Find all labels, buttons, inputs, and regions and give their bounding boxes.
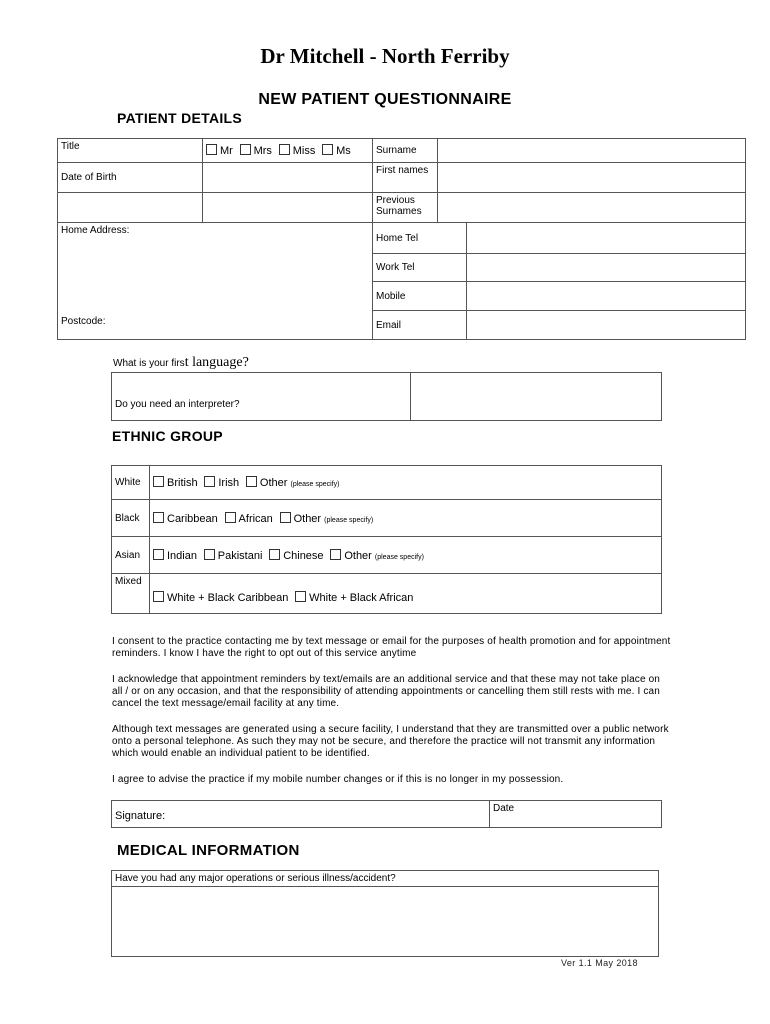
white-label: White (115, 477, 141, 488)
please-specify-note: (please specify) (324, 516, 374, 524)
operations-question-cell (112, 871, 659, 887)
operations-question: Have you had any major operations or serious illness/accident? (115, 873, 396, 884)
home-address-label: Home Address: (61, 225, 130, 236)
consent-paragraph-2: I acknowledge that appointment reminders by text/emails are an additional service and that these may not take place on all / or on any occasion, and that the responsibility of attending appointments or cancelling them still rests with me. I can cancel the text message/email facility at any time. (112, 674, 661, 709)
mobile-input[interactable] (467, 282, 746, 311)
asian-options-cell (150, 537, 662, 574)
checkbox-icon (225, 512, 236, 523)
ethnic-option-white-other[interactable] (246, 476, 340, 489)
first-names-label: First names (376, 165, 429, 176)
consent-paragraph-3: Although text messages are generated using a secure facility, I understand that they are transmitted over a public network onto a personal telephone. As such they may not be secure, and therefore the practice will not transmit any information which would enable an individual patient to be identified. (112, 724, 669, 759)
work-tel-label: Work Tel (376, 262, 415, 273)
first-names-label-cell (373, 163, 438, 193)
surname-label: Surname (376, 145, 417, 156)
date-input[interactable] (490, 801, 662, 828)
title-option-miss[interactable] (279, 144, 316, 157)
mixed-label: Mixed (115, 576, 142, 587)
ethnic-option-caribbean[interactable] (153, 512, 218, 525)
first-language-question-part1: What is your firs (113, 358, 185, 369)
checkbox-icon (246, 476, 257, 487)
signature-input[interactable] (112, 801, 490, 828)
option-label: White + Black Caribbean (167, 592, 289, 604)
title-option-label: Mr (220, 145, 233, 157)
black-label: Black (115, 512, 140, 524)
asian-label: Asian (115, 549, 141, 561)
form-title: NEW PATIENT QUESTIONNAIRE (258, 91, 512, 108)
ethnic-option-pakistani[interactable] (204, 549, 263, 562)
email-input[interactable] (467, 311, 746, 340)
checkbox-icon (153, 512, 164, 523)
option-label: Other (259, 477, 288, 489)
home-address-input[interactable] (58, 223, 373, 340)
operations-answer-input[interactable] (112, 887, 659, 957)
please-specify-note: (please specify) (290, 481, 340, 488)
first-language-question (113, 355, 249, 371)
checkbox-icon (240, 144, 251, 155)
black-options-cell (150, 500, 662, 537)
option-label: Irish (218, 477, 240, 489)
option-label: Chinese (283, 549, 324, 562)
asian-label-cell (112, 537, 150, 574)
medical-table (111, 870, 659, 957)
ethnic-group-table (111, 465, 662, 614)
surname-input[interactable] (438, 139, 746, 163)
checkbox-icon (153, 591, 164, 602)
checkbox-icon (269, 549, 280, 560)
ethnic-option-black-other[interactable] (280, 512, 374, 525)
first-language-question-part2: t language? (184, 355, 249, 370)
checkbox-icon (153, 549, 164, 560)
ethnic-option-asian-other[interactable] (330, 549, 424, 562)
home-tel-label-cell (373, 223, 467, 254)
title-option-label: Mrs (253, 145, 272, 157)
work-tel-input[interactable] (467, 254, 746, 282)
ethnic-option-irish[interactable] (204, 476, 239, 489)
black-label-cell (112, 500, 150, 537)
checkbox-icon (330, 549, 341, 560)
dob-label-cell (58, 163, 203, 193)
checkbox-icon (295, 591, 306, 602)
dob-input[interactable] (203, 163, 373, 193)
title-label: Title (61, 141, 80, 152)
ethnic-option-british[interactable] (153, 476, 198, 489)
title-option-ms[interactable] (322, 144, 351, 157)
option-label: Other (293, 512, 322, 525)
patient-details-heading: PATIENT DETAILS (117, 110, 243, 126)
ethnic-option-white-black-african[interactable] (295, 591, 413, 604)
mobile-label: Mobile (376, 290, 406, 302)
mobile-label-cell (373, 282, 467, 311)
previous-surnames-label-cell (373, 193, 438, 223)
checkbox-icon (206, 144, 217, 155)
option-label: White + Black African (309, 592, 414, 604)
option-label: Caribbean (167, 512, 218, 525)
please-specify-note: (please specify) (374, 553, 424, 561)
patient-details-table (57, 138, 746, 340)
mixed-options-cell (150, 574, 662, 614)
work-tel-label-cell (373, 254, 467, 282)
surname-label-cell (373, 139, 438, 163)
title-label-cell (58, 139, 203, 163)
interpreter-question: Do you need an interpreter? (115, 399, 240, 410)
interpreter-table (111, 372, 662, 421)
option-label: Other (344, 549, 372, 562)
option-label: British (167, 477, 198, 489)
home-tel-label: Home Tel (376, 232, 419, 244)
option-label: Pakistani (217, 549, 263, 562)
consent-paragraph-4: I agree to advise the practice if my mobile number changes or if this is no longer in my possession. (112, 774, 564, 785)
email-label-cell (373, 311, 467, 340)
mixed-label-cell (112, 574, 150, 614)
postcode-label: Postcode: (61, 316, 106, 327)
title-option-label: Miss (292, 145, 316, 157)
option-label: African (238, 512, 273, 525)
first-names-input[interactable] (438, 163, 746, 193)
home-tel-input[interactable] (467, 223, 746, 254)
medical-information-heading: MEDICAL INFORMATION (117, 842, 300, 859)
title-options-cell (203, 139, 373, 163)
white-label-cell (112, 466, 150, 500)
ethnic-group-heading: ETHNIC GROUP (112, 428, 223, 444)
checkbox-icon (279, 144, 290, 155)
ethnic-option-chinese[interactable] (269, 549, 323, 562)
signature-label: Signature: (115, 810, 166, 822)
white-options-cell (150, 466, 662, 500)
ethnic-option-indian[interactable] (153, 549, 197, 562)
interpreter-label-cell (112, 373, 411, 421)
previous-surnames-input[interactable] (438, 193, 746, 223)
email-label: Email (376, 319, 402, 331)
previous-surnames-label: Previous Surnames (376, 195, 422, 217)
version-footer: Ver 1.1 May 2018 (561, 958, 638, 968)
blank-cell (203, 193, 373, 223)
dob-label: Date of Birth (61, 172, 117, 183)
blank-cell (58, 193, 203, 223)
title-option-label: Ms (336, 145, 351, 157)
consent-paragraph-1: I consent to the practice contacting me by text message or email for the purposes of health promotion and for appointment reminders. I know I have the right to opt out of this service anytime (112, 636, 671, 659)
checkbox-icon (322, 144, 333, 155)
checkbox-icon (204, 549, 215, 560)
date-label: Date (493, 803, 515, 814)
option-label: Indian (167, 549, 197, 562)
checkbox-icon (204, 476, 215, 487)
checkbox-icon (280, 512, 291, 523)
title-option-mrs[interactable] (240, 144, 272, 157)
signature-table (111, 800, 662, 828)
practice-title: Dr Mitchell - North Ferriby (260, 44, 510, 68)
title-option-mr[interactable] (206, 144, 233, 157)
checkbox-icon (153, 476, 164, 487)
ethnic-option-white-black-caribbean[interactable] (153, 591, 288, 604)
ethnic-option-african[interactable] (225, 512, 273, 525)
interpreter-input[interactable] (411, 373, 662, 421)
